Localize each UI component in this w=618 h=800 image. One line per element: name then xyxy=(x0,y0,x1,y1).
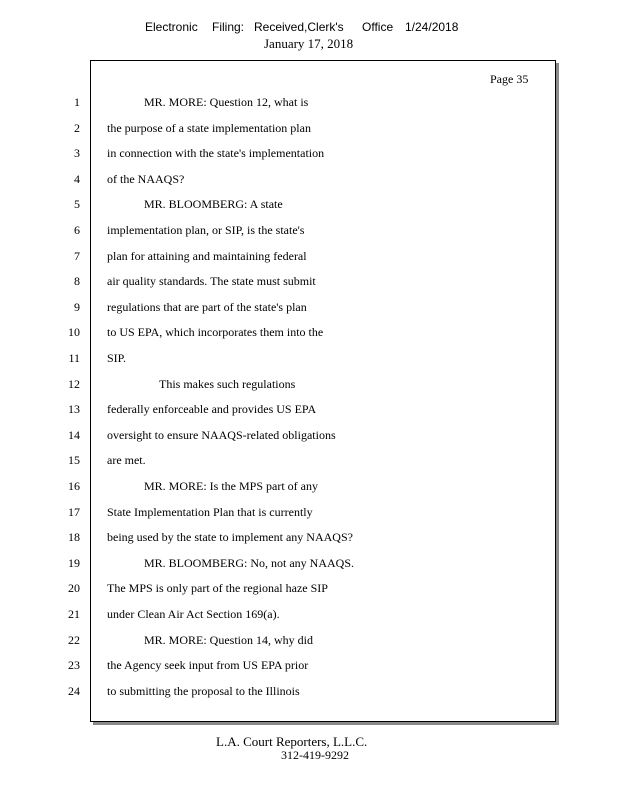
transcript-line xyxy=(0,684,618,702)
transcript-line xyxy=(0,223,618,241)
line-text: regulations that are part of the state's plan xyxy=(107,300,307,314)
line-text: under Clean Air Act Section 169(a). xyxy=(107,607,280,621)
line-number: 6 xyxy=(74,223,80,237)
stamp-received: Received,Clerk's xyxy=(254,20,344,34)
transcript-line xyxy=(0,146,618,164)
line-text: The MPS is only part of the regional haze SIP xyxy=(107,581,328,595)
transcript-line xyxy=(0,172,618,190)
transcript-line xyxy=(0,479,618,497)
line-number: 8 xyxy=(74,274,80,288)
line-number: 15 xyxy=(68,453,80,467)
transcript-line xyxy=(0,607,618,625)
line-number: 10 xyxy=(68,325,80,339)
transcript-date: January 17, 2018 xyxy=(264,36,354,51)
stamp-filing: Filing: xyxy=(212,20,245,34)
stamp-date: 1/24/2018 xyxy=(405,20,459,34)
line-number: 9 xyxy=(74,300,80,314)
line-text: air quality standards. The state must submit xyxy=(107,274,316,288)
line-number: 13 xyxy=(68,402,80,416)
transcript-line xyxy=(0,377,618,395)
transcript-line xyxy=(0,658,618,676)
transcript-line xyxy=(0,121,618,139)
transcript-line xyxy=(0,402,618,420)
line-number: 4 xyxy=(74,172,80,186)
line-number: 21 xyxy=(68,607,80,621)
line-number: 22 xyxy=(68,633,80,647)
footer-company: L.A. Court Reporters, L.L.C. xyxy=(216,734,368,749)
line-text: the purpose of a state implementation plan xyxy=(107,121,311,135)
line-number: 23 xyxy=(68,658,80,672)
line-text: MR. MORE: Question 12, what is xyxy=(144,95,309,109)
line-text: State Implementation Plan that is currently xyxy=(107,505,313,519)
transcript-line xyxy=(0,581,618,599)
transcript-line xyxy=(0,274,618,292)
transcript-line xyxy=(0,300,618,318)
transcript-line xyxy=(0,530,618,548)
transcript-line xyxy=(0,249,618,267)
line-text: MR. BLOOMBERG: A state xyxy=(144,197,283,211)
line-text: to submitting the proposal to the Illinois xyxy=(107,684,300,698)
transcript-line xyxy=(0,505,618,523)
line-text: plan for attaining and maintaining federal xyxy=(107,249,307,263)
transcript-line xyxy=(0,428,618,446)
line-text: SIP. xyxy=(107,351,127,365)
line-number: 14 xyxy=(68,428,80,442)
line-text: This makes such regulations xyxy=(159,377,296,391)
line-number: 20 xyxy=(68,581,80,595)
transcript-line xyxy=(0,325,618,343)
line-text: MR. MORE: Is the MPS part of any xyxy=(144,479,318,493)
line-text: MR. MORE: Question 14, why did xyxy=(144,633,314,647)
transcript-line xyxy=(0,556,618,574)
line-number: 1 xyxy=(74,95,80,109)
transcript-line xyxy=(0,351,618,369)
line-text: of the NAAQS? xyxy=(107,172,185,186)
line-number: 5 xyxy=(74,197,80,211)
stamp-electronic: Electronic xyxy=(145,20,198,34)
line-number: 11 xyxy=(68,351,80,365)
transcript-line xyxy=(0,633,618,651)
line-text: to US EPA, which incorporates them into the xyxy=(107,325,324,339)
line-text: the Agency seek input from US EPA prior xyxy=(107,658,309,672)
stamp-office: Office xyxy=(362,20,394,34)
line-number: 16 xyxy=(68,479,80,493)
line-text: MR. BLOOMBERG: No, not any NAAQS. xyxy=(144,556,355,570)
transcript-line xyxy=(0,197,618,215)
transcript-line xyxy=(0,95,618,113)
footer-phone: 312-419-9292 xyxy=(281,748,349,762)
line-number: 24 xyxy=(68,684,80,698)
line-number: 12 xyxy=(68,377,80,391)
line-number: 17 xyxy=(68,505,80,519)
transcript-line xyxy=(0,453,618,471)
page-number: Page 35 xyxy=(490,72,529,86)
line-number: 7 xyxy=(74,249,80,263)
filing-stamp xyxy=(0,20,618,36)
line-text: being used by the state to implement any NAAQS? xyxy=(107,530,353,544)
line-number: 2 xyxy=(74,121,80,135)
line-number: 18 xyxy=(68,530,80,544)
line-text: are met. xyxy=(107,453,146,467)
line-text: oversight to ensure NAAQS-related obligations xyxy=(107,428,336,442)
line-number: 3 xyxy=(74,146,80,160)
line-text: in connection with the state's implementation xyxy=(107,146,325,160)
line-text: implementation plan, or SIP, is the state's xyxy=(107,223,305,237)
line-text: federally enforceable and provides US EPA xyxy=(107,402,317,416)
line-number: 19 xyxy=(68,556,80,570)
